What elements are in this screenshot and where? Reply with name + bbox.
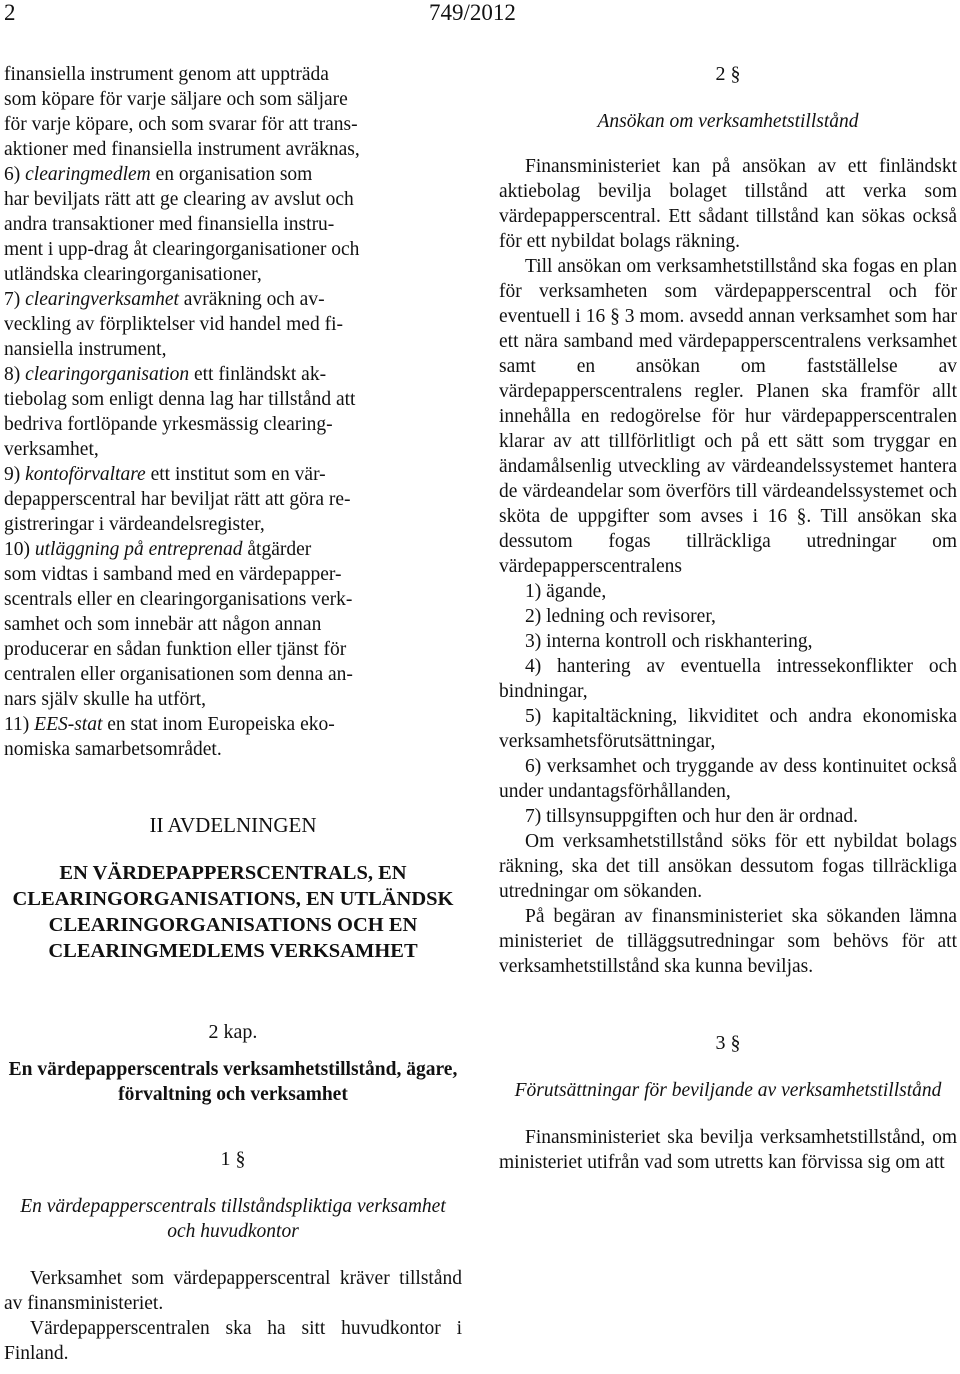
section-2-title: Ansökan om verksamhetstillstånd (597, 111, 859, 132)
right-column (499, 62, 957, 1175)
section-2-paragraph-2: Till ansökan om verksamhetstillstånd ska fogas en plan för verksamheten som värdepapperscentral och för eventuell i 16 § 3 mom. avsedd annan verksamhet som har ett nära samband med värdepapperscentralens verksamhet samt en ansökan om fastställelse av värdepapperscentralens regler. Planen ska framför allt innehålla en redogörelse för hur värdepapperscentralen klarar av att tillförlitligt och på ett sätt som tryggar en ändamålsenlig utveckling av värdeandelssystemet hantera de värdeandelar som överförs till värdeandelssystemet och sköta de uppgifter som avses i 16 §. Till ansökan ska dessutom fogas tillräckliga utredningar om värdepapperscentralens (499, 256, 957, 577)
section-3-paragraph-1: Finansministeriet ska bevilja verksamhetstillstånd, om ministeriet utifrån vad som utretts kan förvissa sig om att (499, 1127, 957, 1173)
section-2-paragraph-1: Finansministeriet kan på ansökan av ett finländskt aktiebolag bevilja bolaget tillstånd att verka som värdepapperscentral. Ett sådant tillstånd kan sökas också för ett nybildat bolags räkning. (499, 156, 957, 252)
section-1-title: En värdepapperscentrals tillståndspliktiga verksamhet och huvudkontor (20, 1196, 446, 1242)
section-2-number: 2 § (715, 63, 741, 85)
list-item: 6) verksamhet och tryggande av dess kontinuitet också under undantagsförhållanden, (499, 756, 957, 802)
section-2-paragraph-3: Om verksamhetstillstånd söks för ett nybildat bolags räkning, ska det till ansökan dessutom fogas tillräckliga utredningar om sökanden. (499, 831, 957, 902)
section-2-paragraph-4: På begäran av finansministeriet ska sökanden lämna ministeriet de tilläggsutredningar som behövs för att verksamhetstillstånd ska kunna beviljas. (499, 906, 957, 977)
chapter-heading: 2 kap. (208, 1021, 258, 1043)
page-number: 2 (4, 0, 16, 25)
chapter-title: En värdepapperscentrals verksamhetstillstånd, ägare, förvaltning och verksamhet (8, 1059, 458, 1105)
document-id: 749/2012 (429, 0, 516, 25)
section-1-paragraph-1: Verksamhet som värdepapperscentral kräver tillstånd av finansministeriet. (4, 1268, 462, 1314)
section-3-title: Förutsättningar för beviljande av verksamhetstillstånd (514, 1080, 942, 1101)
avdelning-title: EN VÄRDEPAPPERSCENTRALS, EN CLEARINGORGANISATIONS, EN UTLÄNDSK CLEARINGORGANISATIONS OCH EN CLEARINGMEDLEMS VERKSAMHET (12, 862, 454, 962)
left-column (4, 62, 462, 1366)
section-1-paragraph-2: Värdepapperscentralen ska ha sitt huvudkontor i Finland. (4, 1318, 462, 1364)
list-item: 7) tillsynsuppgiften och hur den är ordnad. (525, 806, 859, 827)
list-item: 1) ägande, (525, 581, 607, 602)
list-item: 4) hantering av eventuella intressekonflikter och bindningar, (499, 656, 957, 702)
list-item: 2) ledning och revisorer, (525, 606, 716, 627)
continuation-text: finansiella instrument genom att uppträda som köpare för varje säljare och som säljare för varje köpare, och som svarar för att trans- aktioner med finansiella instrument avräknas, 6) clearingmedlem en organisation som har beviljats rätt att ge clearing av avslut och andra transaktioner med finansiella instru- ment i upp-drag åt clearingorganisationer och utländska clearingorganisationer, 7) clearingverksamhet avräkning och av- veckling av förpliktelser vid handel med fi- nansiella instrument, 8) clearingorganisation ett finländskt ak- tiebolag som enligt denna lag har tillstånd att bedriva fortlöpande yrkesmässig clearing- verksamhet, 9) kontoförvaltare ett institut som en vär- depapperscentral har beviljat rätt att göra re- gistreringar i värdeandelsregister, 10) utläggning på entreprenad åtgärder som vidtas i samband med en värdepapper- scentrals eller en clearingorganisations verk- samhet och som innebär att någon annan producerar en sådan funktion eller tjänst för centralen eller organisationen som denna an- nars själv skulle ha utfört, 11) EES-stat en stat inom Europeiska eko- nomiska samarbetsområdet. (4, 64, 360, 760)
section-1-number: 1 § (220, 1148, 246, 1170)
list-item: 3) interna kontroll och riskhantering, (525, 631, 813, 652)
avdelning-heading: II AVDELNINGEN (149, 813, 317, 837)
list-item: 5) kapitaltäckning, likviditet och andra ekonomiska verksamhetsförutsättningar, (499, 706, 957, 752)
section-3-number: 3 § (715, 1032, 741, 1054)
